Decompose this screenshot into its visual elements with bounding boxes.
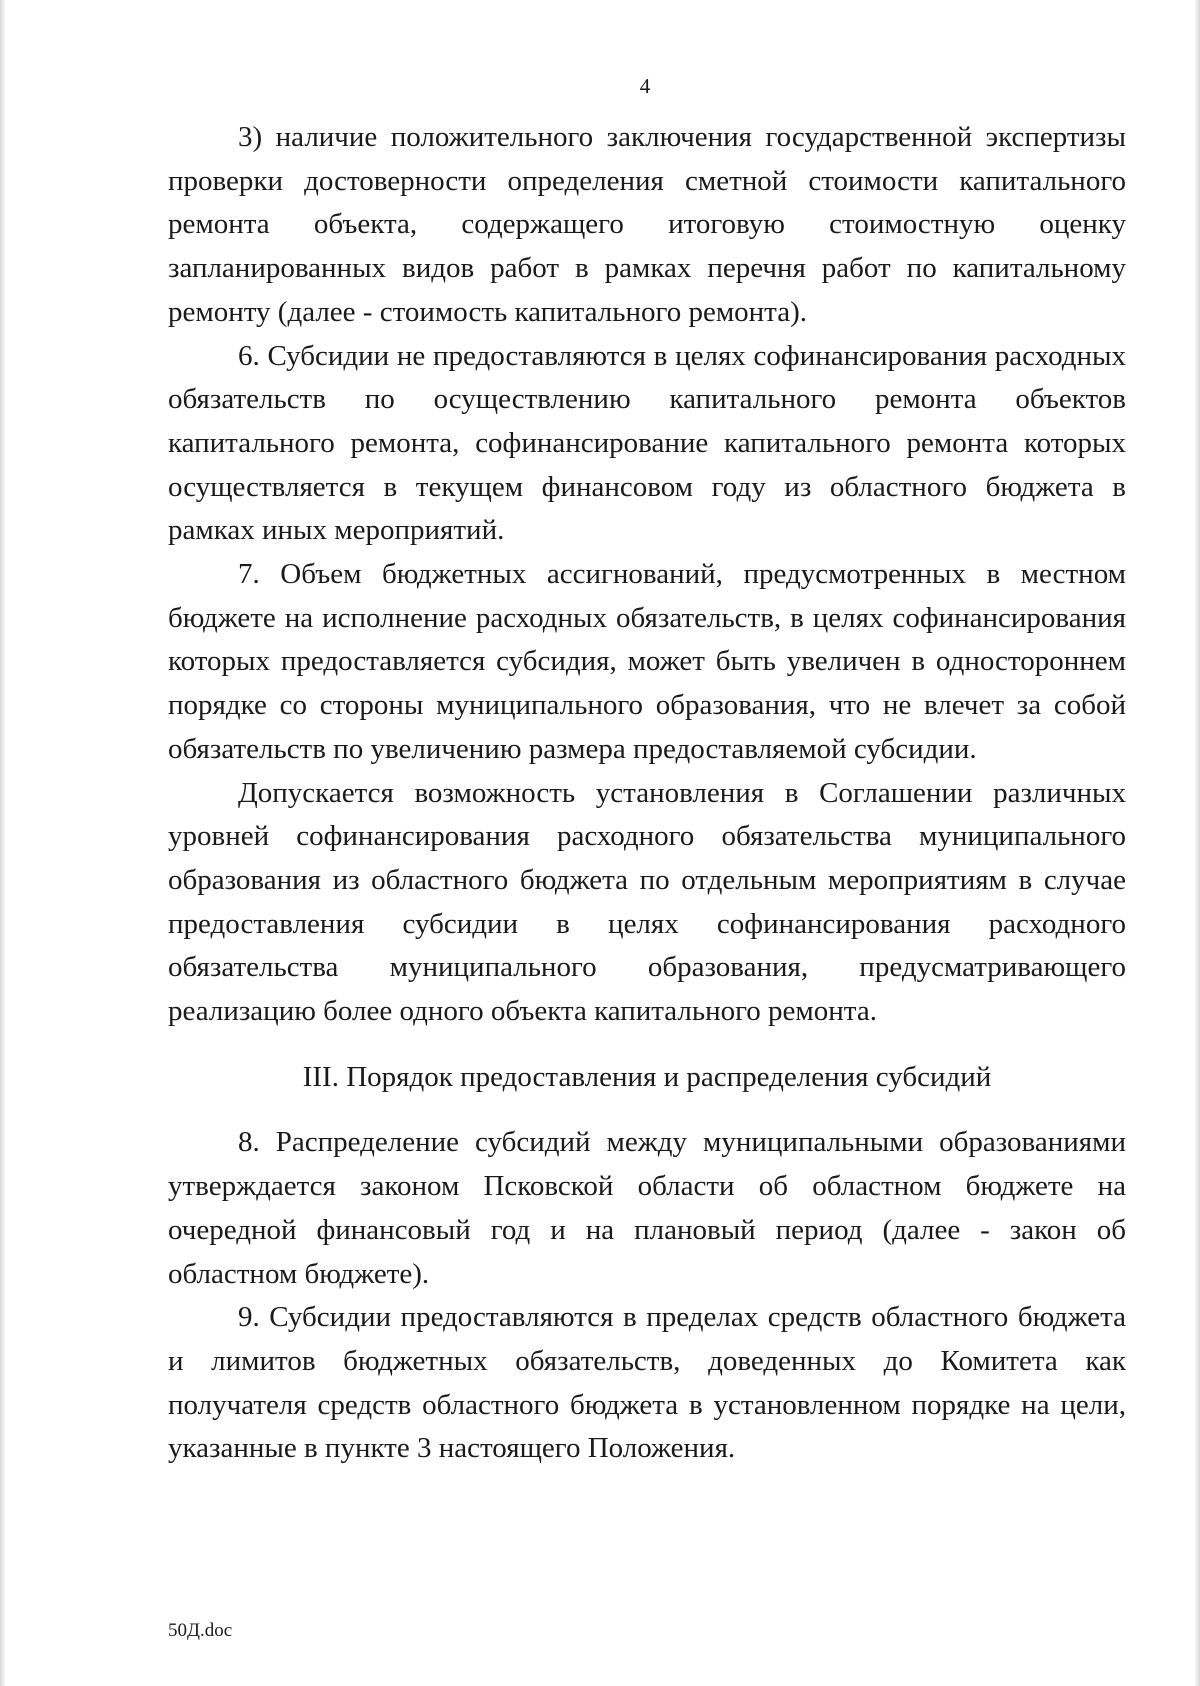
paragraph-item-8: 8. Распределение субсидий между муниципальными образованиями утверждается законом Псковской области об областном бюджете на очередной финансовый год и на плановый период (далее - закон об областном бюджете). <box>168 1126 1126 1290</box>
footer-file-label: 50Д.doc <box>168 1620 233 1641</box>
paragraph-cofinancing-levels: Допускается возможность установления в Соглашении различных уровней софинансирования расходного обязательства муниципального образования из областного бюджета по отдельным мероприятиям в случае предоставления субсидии в целях софинансирования расходного обязательства муниципального образования, предусматривающего реализацию более одного объекта капитального ремонта. <box>168 776 1126 1028</box>
document-body <box>168 116 1126 1471</box>
paragraph-item-7: 7. Объем бюджетных ассигнований, предусмотренных в местном бюджете на исполнение расходных обязательств, в целях софинансирования которых предоставляется субсидия, может быть увеличен в одностороннем порядке со стороны муниципального образования, что не влечет за собой обязательств по увеличению размера предоставляемой субсидии. <box>168 558 1126 765</box>
paragraph-item-9: 9. Субсидии предоставляются в пределах средств областного бюджета и лимитов бюджетных обязательств, доведенных до Комитета как получателя средств областного бюджета в установленном порядке на цели, указанные в пункте 3 настоящего Положения. <box>168 1301 1126 1465</box>
scan-edge-left <box>0 0 6 1686</box>
section-heading: III. Порядок предоставления и распределения субсидий <box>302 1060 992 1093</box>
paragraph-item-3: 3) наличие положительного заключения государственной экспертизы проверки достоверности определения сметной стоимости капитального ремонта объекта, содержащего итоговую стоимостную оценку запланированных видов работ в рамках перечня работ по капитальному ремонту (далее - стоимость капитального ремонта). <box>168 121 1126 328</box>
page-number: 4 <box>639 74 651 98</box>
scan-edge-right <box>1194 0 1200 1686</box>
paragraph-item-6: 6. Субсидии не предоставляются в целях софинансирования расходных обязательств по осуществлению капитального ремонта объектов капитального ремонта, софинансирование капитального ремонта которых осуществляется в текущем финансовом году из областного бюджета в рамках иных мероприятий. <box>168 339 1126 547</box>
